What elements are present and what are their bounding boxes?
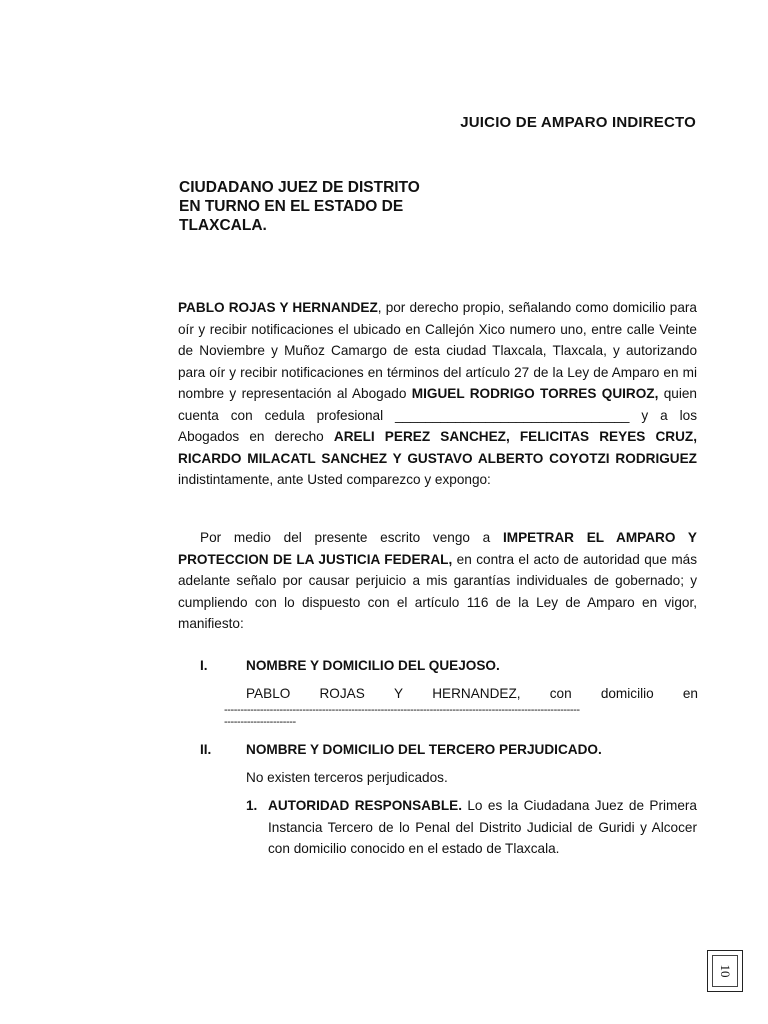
quejoso-details [224,683,698,728]
page-number-stamp [707,950,743,992]
quejoso-word: HERNANDEZ, [432,686,521,701]
quejoso-word: Y [393,686,404,701]
addressee-block [179,178,499,235]
item-number: 1. [246,798,258,813]
section-number: II. [200,742,212,757]
quejoso-word: en [682,686,698,701]
addressee-line: TLAXCALA. [179,217,267,234]
addressee-line: EN TURNO EN EL ESTADO DE [179,198,404,215]
quejoso-word: con [549,686,572,701]
page-number: 10 [718,964,733,978]
addressee-line: CIUDADANO JUEZ DE DISTRITO [179,179,420,196]
section-number: I. [200,658,208,673]
petition-text: en contra el acto de autoridad que más adelante señalo por causar perjuicio a mis garantías individuales de gobernado; y cumpliendo con lo dispuesto con el artículo 116 de la Ley de Amparo en vigor, manifiesto: [178,551,698,631]
quejoso-word: ROJAS [319,686,365,701]
document-heading: JUICIO DE AMPARO INDIRECTO [460,114,696,131]
lawyers-names: ARELI PEREZ SANCHEZ, FELICITAS REYES CRUZ, RICARDO MILACATL SANCHEZ Y GUSTAVO ALBERTO COYOTZI RODRIGUEZ [178,429,697,466]
quejoso-word: domicilio [600,686,654,701]
section-title: NOMBRE Y DOMICILIO DEL QUEJOSO. [246,658,500,673]
introduction-paragraph [178,297,697,491]
petition-paragraph [178,527,697,635]
dash-line: ---------------------- [224,716,296,728]
item-text: Lo es la Ciudadana Juez de Primera Instancia Tercero de lo Penal del Distrito Judicial de Guridi y Alcocer con domicilio conocido en el estado de Tlaxcala. [268,798,697,856]
dash-line: ------------------------------------------------------------------------------------------------------------- [224,704,580,716]
item-title: AUTORIDAD RESPONSABLE. [268,798,462,813]
petition-text: Por medio del presente escrito vengo a [200,530,503,545]
authority-item [268,795,697,860]
intro-text: quien cuenta con cedula profesional _______________________________ y a los Abogados en derecho [178,386,697,444]
intro-text: , por derecho propio, señalando como domicilio para oír y recibir notificaciones el ubicado en Callejón Xico numero uno, entre calle Veinte de Noviembre y Muñoz Camargo de esta ciudad Tlaxcala, Tlaxcala, y autorizando para oír y recibir notificaciones en términos del artículo 27 de la Ley de Amparo en mi nombre y representación al Abogado [178,300,697,401]
complainant-name: PABLO ROJAS Y HERNANDEZ [178,300,378,315]
quejoso-word: PABLO [246,686,291,701]
lawyer-name: MIGUEL RODRIGO TORRES QUIROZ, [411,386,659,401]
intro-text: indistintamente, ante Usted comparezco y expongo: [178,472,491,487]
section-title: NOMBRE Y DOMICILIO DEL TERCERO PERJUDICADO. [246,742,602,757]
petition-bold: IMPETRAR EL AMPARO Y PROTECCION DE LA JUSTICIA FEDERAL, [178,530,697,567]
section-body: No existen terceros perjudicados. [246,770,448,785]
quejoso-line [224,683,698,704]
